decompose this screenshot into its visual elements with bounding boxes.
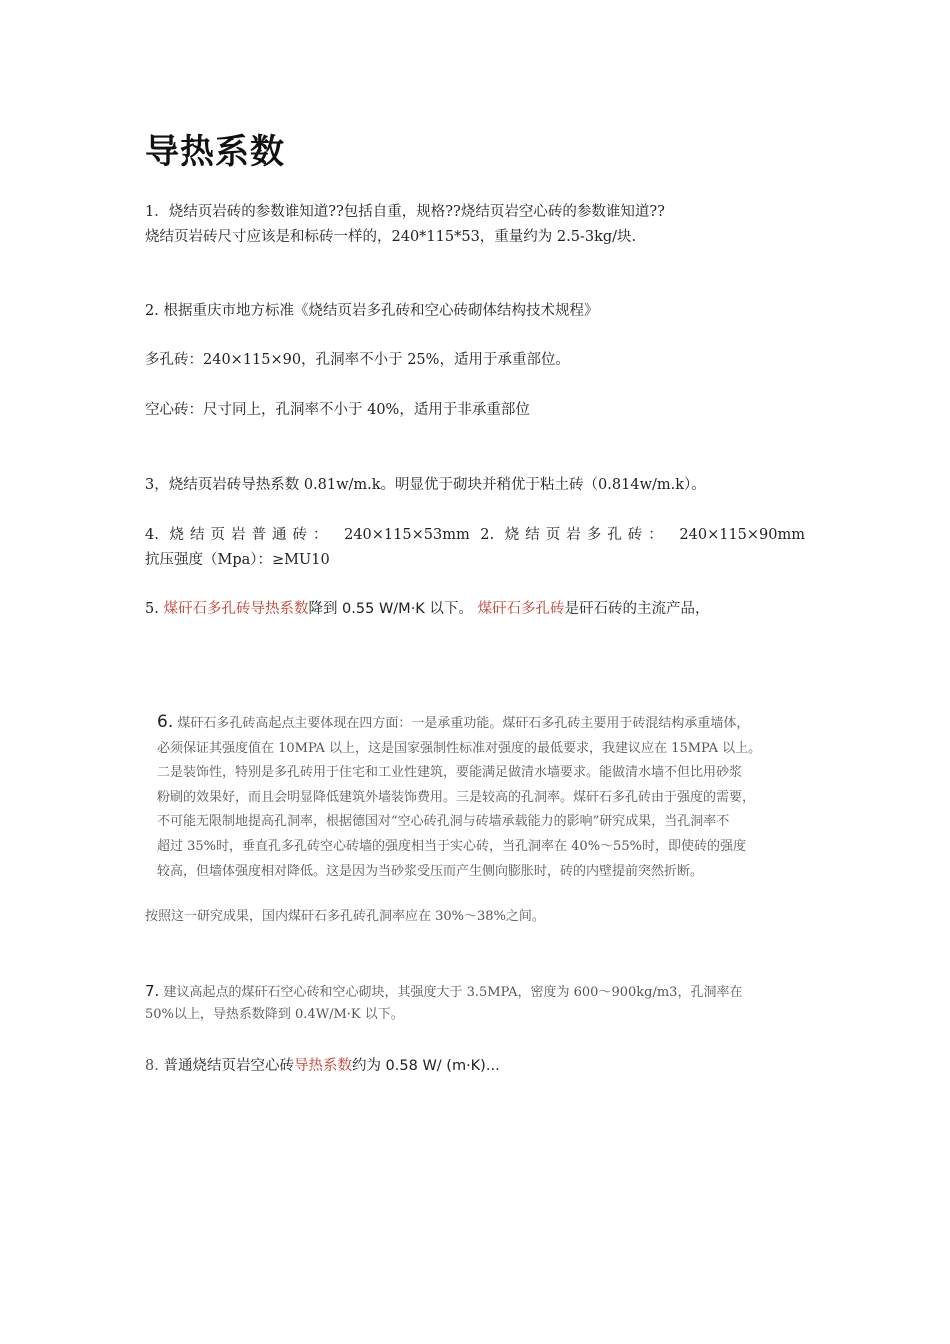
paragraph-3: 3，烧结页岩砖导热系数 0.81w/m.k。明显优于砌块并稍优于粘土砖（0.814w/m.k）。: [145, 477, 706, 493]
paragraph-1-line-1: 1．烧结页岩砖的参数谁知道??包括自重，规格??烧结页岩空心砖的参数谁知道??: [145, 204, 665, 220]
paragraph-8-highlight: 导热系数: [293, 1058, 352, 1074]
paragraph-7-line-2: 50%以上，导热系数降到 0.4W/M·K 以下。: [145, 1007, 404, 1022]
paragraph-5-tail: 是矸石砖的主流产品，: [564, 601, 710, 617]
paragraph-5-number: 5.: [145, 601, 164, 617]
paragraph-6-line-1: 6. 煤矸石多孔砖高起点主要体现在四方面：一是承重功能。煤矸石多孔砖主要用于砖混结构承重墙体，: [157, 712, 750, 732]
paragraph-6-line-5: 不可能无限制地提高孔洞率，根据德国对“空心砖孔洞与砖墙承载能力的影响”研究成果，当孔洞率不: [157, 814, 730, 830]
paragraph-6-conclusion: 按照这一研究成果，国内煤矸石多孔砖孔洞率应在 30%～38%之间。: [145, 909, 545, 924]
paragraph-8: [145, 1054, 500, 1078]
paragraph-2-line-1: 2. 根据重庆市地方标准《烧结页岩多孔砖和空心砖砌体结构技术规程》: [145, 303, 599, 319]
paragraph-6-line-2: 必须保证其强度值在 10MPA 以上，这是国家强制性标准对强度的最低要求，我建议应在 15MPA 以上。: [157, 740, 762, 756]
paragraph-7-number: 7.: [145, 982, 160, 1000]
paragraph-6-number: 6.: [157, 712, 174, 732]
paragraph-6-line-3: 二是装饰性，特别是多孔砖用于住宅和工业性建筑，要能满足做清水墙要求。能做清水墙不但比用砂浆: [157, 765, 743, 781]
paragraph-8-text-a: 普通烧结页岩空心砖: [163, 1058, 294, 1074]
paragraph-2-line-3: 空心砖：尺寸同上，孔洞率不小于 40%，适用于非承重部位: [145, 402, 530, 418]
paragraph-2-line-2: 多孔砖：240×115×90，孔洞率不小于 25%，适用于承重部位。: [145, 352, 570, 368]
paragraph-5-highlight-1: 煤矸石多孔砖导热系数: [163, 601, 309, 617]
paragraph-1-line-2: 烧结页岩砖尺寸应该是和标砖一样的，240*115*53，重量约为 2.5-3kg/块.: [145, 229, 637, 245]
paragraph-5: [145, 597, 710, 621]
paragraph-4-line-1: 4. 烧结页岩普通砖： 240×115×53mm 2. 烧结页岩多孔砖： 240×115×90mm: [145, 527, 805, 543]
paragraph-6-line-4: 粉刷的效果好，而且会明显降低建筑外墙装饰费用。三是较高的孔洞率。煤矸石多孔砖由于强度的需要，: [157, 789, 756, 805]
paragraph-6-line-7: 较高，但墙体强度相对降低。这是因为当砂浆受压而产生侧向膨胀时，砖的内壁提前突然折断。: [157, 863, 704, 879]
paragraph-5-highlight-2: 煤矸石多孔砖: [477, 601, 565, 617]
paragraph-6-line-6: 超过 35%时，垂直孔多孔砖空心砖墙的强度相当于实心砖，当孔洞率在 40%～55%时，即使砖的强度: [157, 838, 746, 854]
paragraph-8-text-b: 约为 0.58 W/ (m·K)...: [351, 1058, 500, 1074]
paragraph-5-middle: 降到 0.55 W/M·K 以下。: [308, 601, 478, 617]
page-title: 导热系数: [145, 132, 285, 172]
paragraph-7-line-1: 7. 建议高起点的煤矸石空心砖和空心砌块，其强度大于 3.5MPA，密度为 600～900kg/m3，孔洞率在: [145, 982, 743, 1000]
paragraph-6: [157, 710, 797, 884]
paragraph-4-line-2: 抗压强度（Mpa）：≥MU10: [145, 552, 330, 568]
paragraph-8-number: 8.: [145, 1058, 164, 1074]
